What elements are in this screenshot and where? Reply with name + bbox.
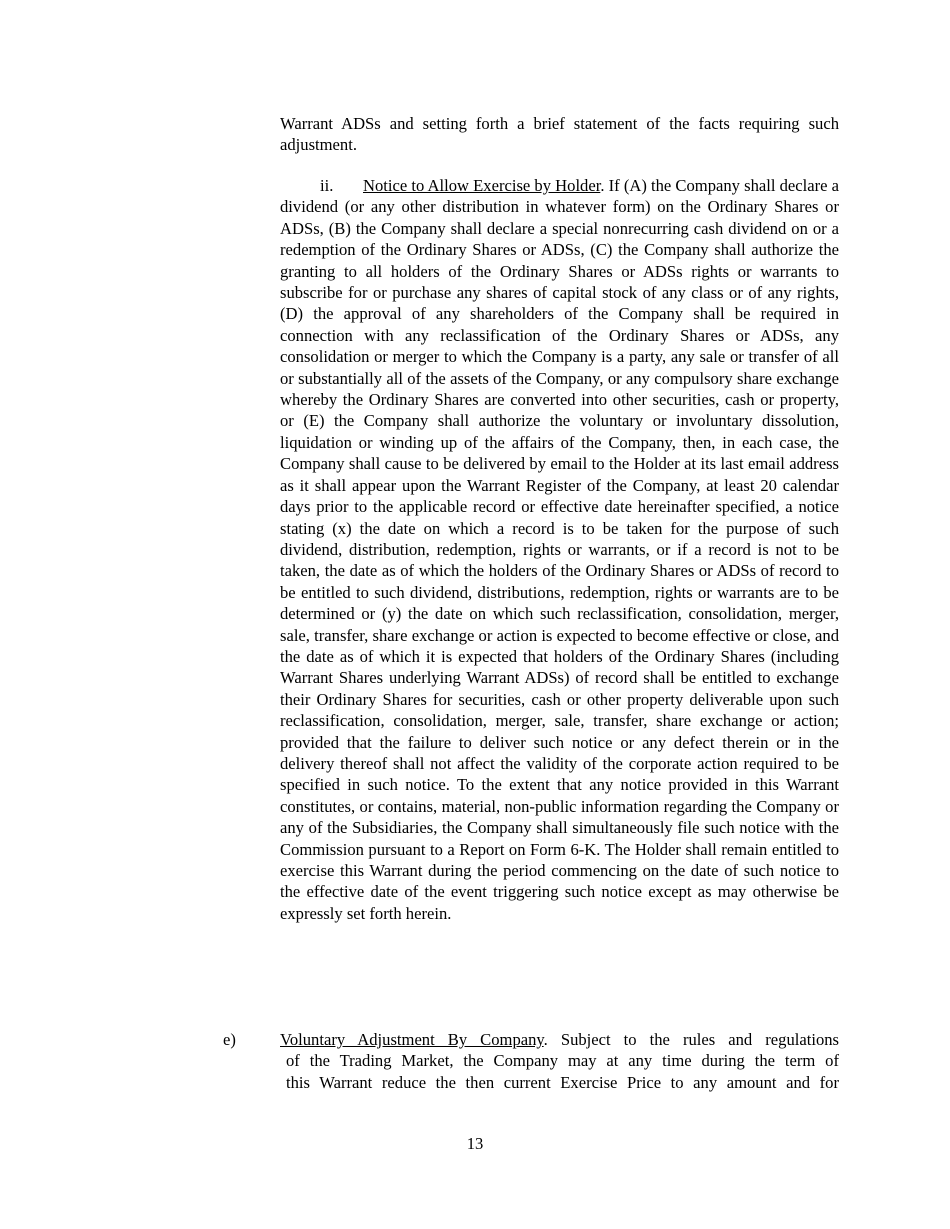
section-ii-number: ii. [320, 176, 334, 195]
section-ii-heading-punct: . [600, 176, 605, 195]
section-e-heading: Voluntary Adjustment By Company [280, 1030, 544, 1049]
section-e-line-1-text: Subject to the rules and regulations [547, 1030, 840, 1049]
section-ii-body: If (A) the Company shall declare a dividend (or any other distribution in whatever form) on the Ordinary Shares or ADSs, (B) the Company shall declare a special nonrecurring cash dividend on or a redemption of the Ordinary Shares or ADSs, (C) the Company shall authorize the granting to all holders of the Ordinary Shares or ADSs rights or warrants to subscribe for or purchase any shares of capital stock of any class or of any rights, (D) the approval of any shareholders of the Company shall be required in connection with any reclassification of the Ordinary Shares or ADSs, any consolidation or merger to which the Company is a party, any sale or transfer of all or substantially all of the assets of the Company, or any compulsory share exchange whereby the Ordinary Shares are converted into other securities, cash or property, or (E) the Company shall authorize the voluntary or involuntary dissolution, liquidation or winding up of the affairs of the Company, then, in each case, the Company shall cause to be delivered by email to the Holder at its last email address as it shall appear upon the Warrant Register of the Company, at least 20 calendar days prior to the applicable record or effective date hereinafter specified, a notice stating (x) the date on which a record is to be taken for the purpose of such dividend, distribution, redemption, rights or warrants, or if a record is not to be taken, the date as of which the holders of the Ordinary Shares or ADSs of record to be entitled to such dividend, distributions, redemption, rights or warrants are to be determined or (y) the date on which such reclassification, consolidation, merger, sale, transfer, share exchange or action is expected to become effective or close, and the date as of which it is expected that holders of the Ordinary Shares (including Warrant Shares underlying Warrant ADSs) of record shall be entitled to exchange their Ordinary Shares for securities, cash or other property deliverable upon such reclassification, consolidation, merger, sale, transfer, share exchange or action; provided that the failure to deliver such notice or any defect therein or in the delivery thereof shall not affect the validity of the corporate action required to be specified in such notice. To the extent that any notice provided in this Warrant constitutes, or contains, material, non-public information regarding the Company or any of the Subsidiaries, the Company shall simultaneously file such notice with the Commission pursuant to a Report on Form 6-K. The Holder shall remain entitled to exercise this Warrant during the period commencing on the date of such notice to the effective date of the event triggering such notice except as may otherwise be expressly set forth herein. [280, 176, 840, 923]
section-e-line-1 [280, 1029, 839, 1050]
section-e-line-3: this Warrant reduce the then current Exercise Price to any amount and for [286, 1072, 839, 1092]
continuation-paragraph: Warrant ADSs and setting forth a brief statement of the facts requiring such adjustment. [280, 114, 839, 155]
page-number: 13 [466, 1134, 484, 1153]
section-e-paragraph [280, 1029, 839, 1093]
section-ii-heading: Notice to Allow Exercise by Holder [363, 176, 601, 195]
section-e-label: e) [223, 1030, 236, 1049]
section-e-line-2: of the Trading Market, the Company may at any time during the term of [286, 1051, 839, 1071]
section-ii-paragraph [280, 175, 839, 924]
section-e-heading-punct: . [543, 1030, 548, 1049]
